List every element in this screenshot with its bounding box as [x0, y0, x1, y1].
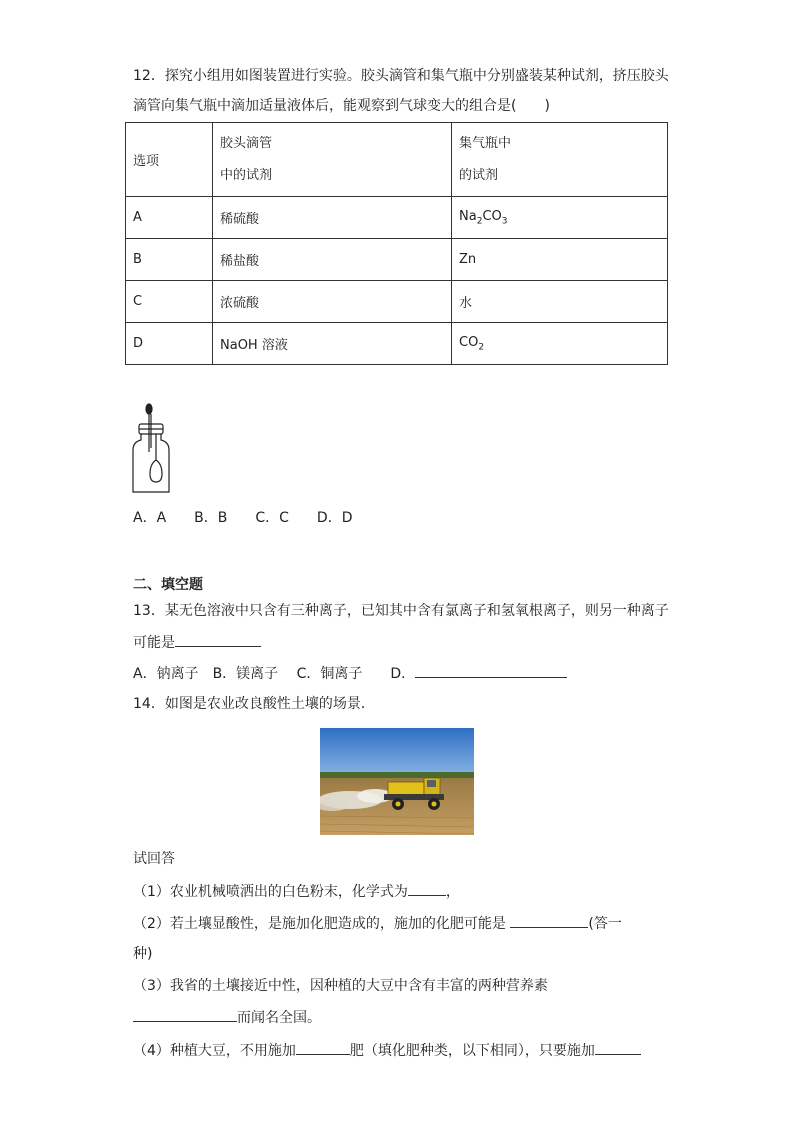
q14-sub3: （3）我省的土壤接近中性，因种植的大豆中含有丰富的两种营养素 [133, 978, 548, 994]
table-header-row [126, 123, 668, 197]
formula-part: CO [482, 208, 502, 224]
q14-sub4 [133, 1040, 641, 1061]
table-row [126, 281, 668, 323]
q14-sub3-line2-text: 而闻名全国。 [237, 1010, 321, 1026]
q14-sub4-blank2[interactable] [595, 1040, 641, 1055]
formula-part: Na [459, 208, 477, 224]
q14-sub4-text-a: （4）种植大豆，不用施加 [133, 1043, 296, 1059]
header-dropper-l1: 胶头滴管 [220, 135, 273, 151]
row-bottle: 水 [452, 281, 668, 323]
row-dropper: 稀硫酸 [213, 197, 452, 239]
q12-choices: A．A B．B C．C D．D [133, 510, 353, 526]
q13-choices-text: A．钠离子 B．镁离子 C．铜离子 D． [133, 666, 416, 682]
header-dropper-l2: 中的试剂 [220, 167, 273, 183]
table-row [126, 197, 668, 239]
row-option: B [126, 239, 213, 281]
header-option [126, 123, 213, 197]
row-bottle [452, 197, 668, 239]
row-bottle: Zn [452, 239, 668, 281]
header-bottle [452, 123, 668, 197]
q13-line1: 13．某无色溶液中只含有三种离子，已知其中含有氯离子和氢氧根离子，则另一种离子 [133, 603, 669, 619]
q13-choices [133, 663, 567, 684]
formula-subscript: 2 [476, 216, 483, 227]
farm-lime-spreading-photo [320, 728, 474, 835]
q13-answer-blank[interactable] [175, 632, 261, 647]
header-option-label: 选项 [133, 154, 160, 169]
q14-prompt: 试回答 [133, 851, 175, 867]
row-option: A [126, 197, 213, 239]
header-bottle-l1: 集气瓶中 [459, 135, 512, 151]
formula-subscript: 2 [478, 342, 485, 353]
q13-line2 [133, 632, 261, 653]
row-option: C [126, 281, 213, 323]
row-bottle [452, 323, 668, 365]
q12-line2: 滴管向集气瓶中滴加适量液体后，能观察到气球变大的组合是( ) [133, 98, 550, 114]
header-dropper [213, 123, 452, 197]
options-table [125, 122, 668, 365]
q14-sub2 [133, 913, 622, 934]
q14-sub1 [133, 881, 460, 902]
q14-sub2-line2: 种) [133, 946, 153, 962]
row-dropper: 稀盐酸 [213, 239, 452, 281]
q14-sub1-end: ， [445, 884, 460, 900]
q14-sub1-blank[interactable] [408, 881, 446, 896]
q13-line2-text: 可能是 [133, 635, 175, 651]
q14-intro: 14．如图是农业改良酸性土壤的场景． [133, 696, 375, 712]
table-row [126, 323, 668, 365]
q14-sub2-end: (答一 [588, 916, 622, 932]
q12-line1: 12．探究小组用如图装置进行实验。胶头滴管和集气瓶中分别盛装某种试剂，挤压胶头 [133, 68, 669, 84]
row-dropper: 浓硫酸 [213, 281, 452, 323]
row-option: D [126, 323, 213, 365]
q14-sub3-line2 [133, 1007, 321, 1028]
q13-option-d-blank[interactable] [415, 663, 567, 678]
row-dropper: NaOH 溶液 [213, 323, 452, 365]
formula-subscript: 3 [501, 216, 508, 227]
header-bottle-l2: 的试剂 [459, 167, 499, 183]
q14-sub2-text: （2）若土壤显酸性，是施加化肥造成的，施加的化肥可能是 [133, 916, 511, 932]
gas-bottle-apparatus-figure [128, 402, 174, 494]
q14-sub4-blank1[interactable] [296, 1040, 350, 1055]
q14-sub3-blank[interactable] [133, 1007, 237, 1022]
formula-part: CO [459, 334, 479, 350]
table-row [126, 239, 668, 281]
section-title: 二、填空题 [133, 577, 203, 593]
q14-sub2-blank[interactable] [510, 913, 588, 928]
q14-sub1-text: （1）农业机械喷洒出的白色粉末，化学式为 [133, 884, 408, 900]
q14-sub4-text-b: 肥（填化肥种类，以下相同），只要施加 [349, 1043, 595, 1059]
